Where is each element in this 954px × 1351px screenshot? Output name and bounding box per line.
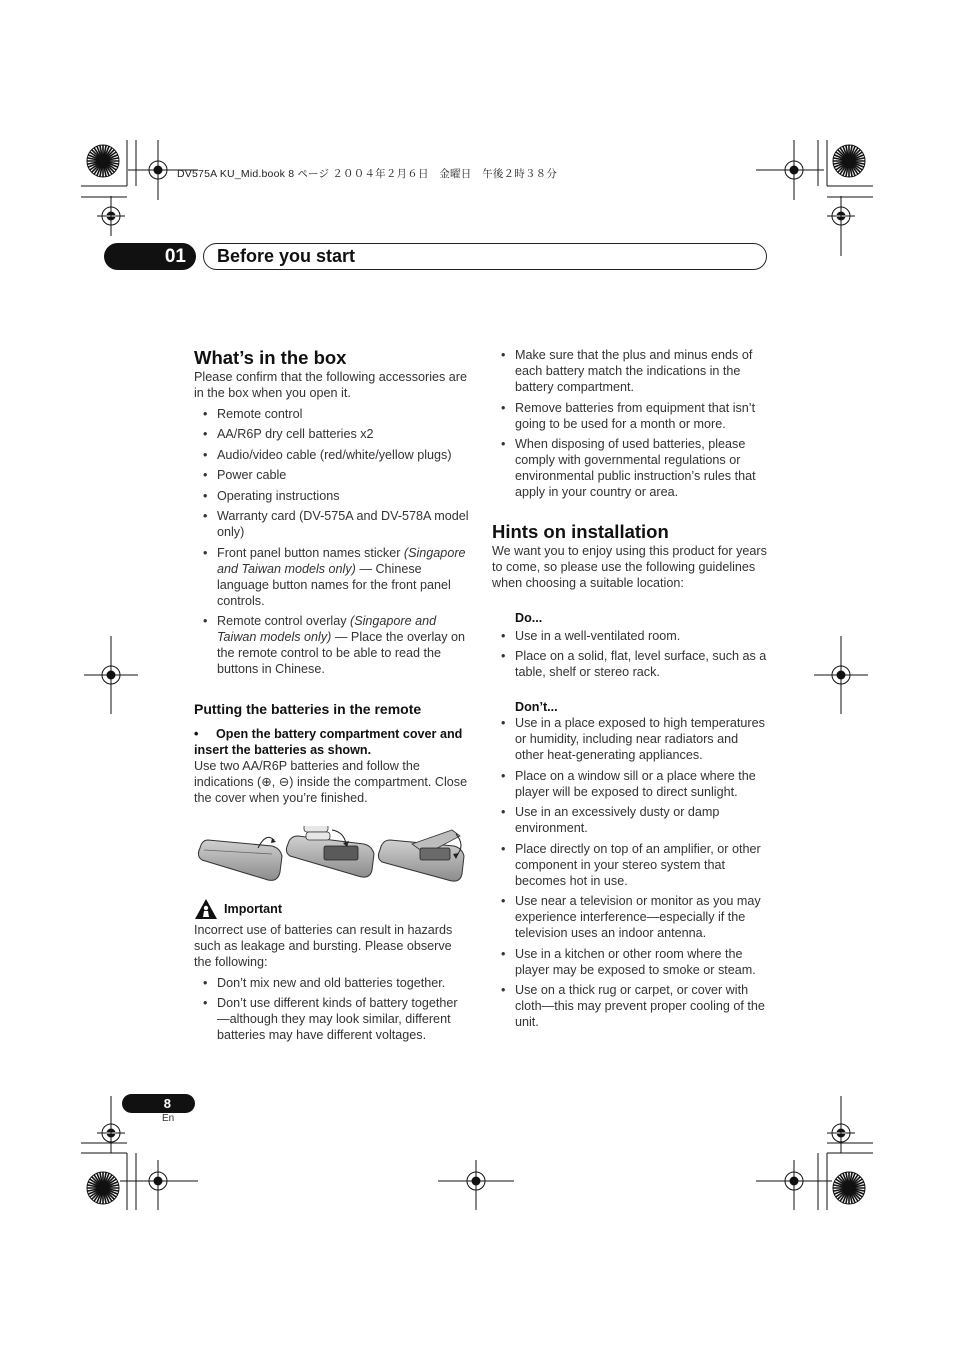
chapter-title: Before you start — [217, 246, 356, 266]
important-note — [194, 898, 470, 920]
remote-insert-batteries-icon — [286, 826, 374, 877]
list-item — [194, 613, 470, 677]
page-number: 8 — [122, 1094, 195, 1113]
important-list — [194, 975, 470, 1044]
print-header: DV575A KU_Mid.book 8 ページ ２００４年２月６日 金曜日 午後２時３８分 — [177, 168, 558, 180]
step-bullet: • — [194, 727, 199, 741]
list-item: • Don’t mix new and old batteries together. — [194, 975, 470, 991]
box-heading: What’s in the box — [194, 347, 347, 368]
battery-insertion-illustration — [194, 826, 470, 888]
important-label: Important — [224, 902, 283, 916]
batteries-heading: Putting the batteries in the remote — [194, 701, 422, 717]
hints-heading: Hints on installation — [492, 521, 669, 542]
list-item: • Use on a thick rug or carpet, or cover with cloth—this may prevent proper cooling of the unit. — [492, 982, 768, 1030]
box-list — [194, 406, 470, 678]
hints-intro: We want you to enjoy using this product for years to come, so please use the following guidelines when choosing a suitable location: — [492, 544, 767, 590]
list-item: • Remote control — [194, 406, 470, 422]
page-language: En — [162, 1113, 175, 1124]
list-item: • When disposing of used batteries, please comply with governmental regulations or environmental public instruction’s rules that apply in your country or area. — [492, 436, 768, 500]
battery-step — [194, 726, 470, 758]
item-note: (Singapore and Taiwan models only) — [217, 545, 466, 576]
list-item: • Use in a kitchen or other room where the player may be exposed to smoke or steam. — [492, 946, 768, 978]
item-text-rest: — Chinese language button names for the front panel controls. — [217, 561, 451, 608]
list-item: • AA/R6P dry cell batteries x2 — [194, 426, 470, 442]
list-item: • Use in a place exposed to high temperatures or humidity, including near radiators and other heat-generating appliances. — [492, 715, 768, 763]
list-item: • Operating instructions — [194, 488, 470, 504]
do-list — [492, 628, 768, 681]
step-text: Open the battery compartment cover and insert the batteries as shown. — [194, 727, 463, 757]
battery-precautions-list — [492, 347, 768, 500]
left-column — [194, 347, 470, 1043]
list-item: • Power cable — [194, 467, 470, 483]
list-item: • Use in a well-ventilated room. — [492, 628, 768, 644]
item-text: Remote control overlay — [217, 614, 350, 628]
list-item: • Remove batteries from equipment that isn’t going to be used for a month or more. — [492, 400, 768, 432]
dont-list — [492, 715, 768, 1030]
battery-text: Use two AA/R6P batteries and follow the indications (⊕, ⊖) inside the compartment. Close the cover when you’re finished. — [194, 759, 468, 805]
list-item — [194, 545, 470, 609]
dont-heading: Don’t... — [515, 700, 558, 714]
item-note: (Singapore and Taiwan models only) — [217, 614, 437, 644]
list-item: • Use near a television or monitor as you may experience interference—especially if the television uses an indoor antenna. — [492, 893, 768, 941]
do-heading: Do... — [515, 611, 543, 625]
list-item: • Place on a window sill or a place where the player will be exposed to direct sunlight. — [492, 768, 768, 800]
warning-icon — [194, 898, 218, 920]
box-intro: Please confirm that the following accessories are in the box when you open it. — [194, 370, 467, 400]
list-item: • Don’t use different kinds of battery together—although they may look similar, different batteries may have different voltages. — [194, 995, 470, 1043]
list-item: • Audio/video cable (red/white/yellow plugs) — [194, 447, 470, 463]
remote-close-cover-icon — [378, 830, 464, 881]
chapter-number: 01 — [104, 243, 196, 270]
list-item: • Make sure that the plus and minus ends of each battery match the indications in the battery compartment. — [492, 347, 768, 395]
right-column — [492, 347, 768, 1030]
list-item: • Place directly on top of an amplifier, or other component in your stereo system that becomes hot in use. — [492, 841, 768, 889]
important-text: Incorrect use of batteries can result in hazards such as leakage and bursting. Please observe the following: — [194, 923, 453, 969]
list-item: • Place on a solid, flat, level surface, such as a table, shelf or stereo rack. — [492, 648, 768, 680]
list-item: • Warranty card (DV-575A and DV-578A model only) — [194, 508, 470, 540]
item-text-rest: — Place the overlay on the remote control to be able to read the buttons in Chinese. — [217, 630, 466, 676]
remote-cover-open-icon — [198, 837, 282, 880]
item-text: Front panel button names sticker — [217, 545, 404, 560]
list-item: • Use in an excessively dusty or damp environment. — [492, 804, 768, 836]
